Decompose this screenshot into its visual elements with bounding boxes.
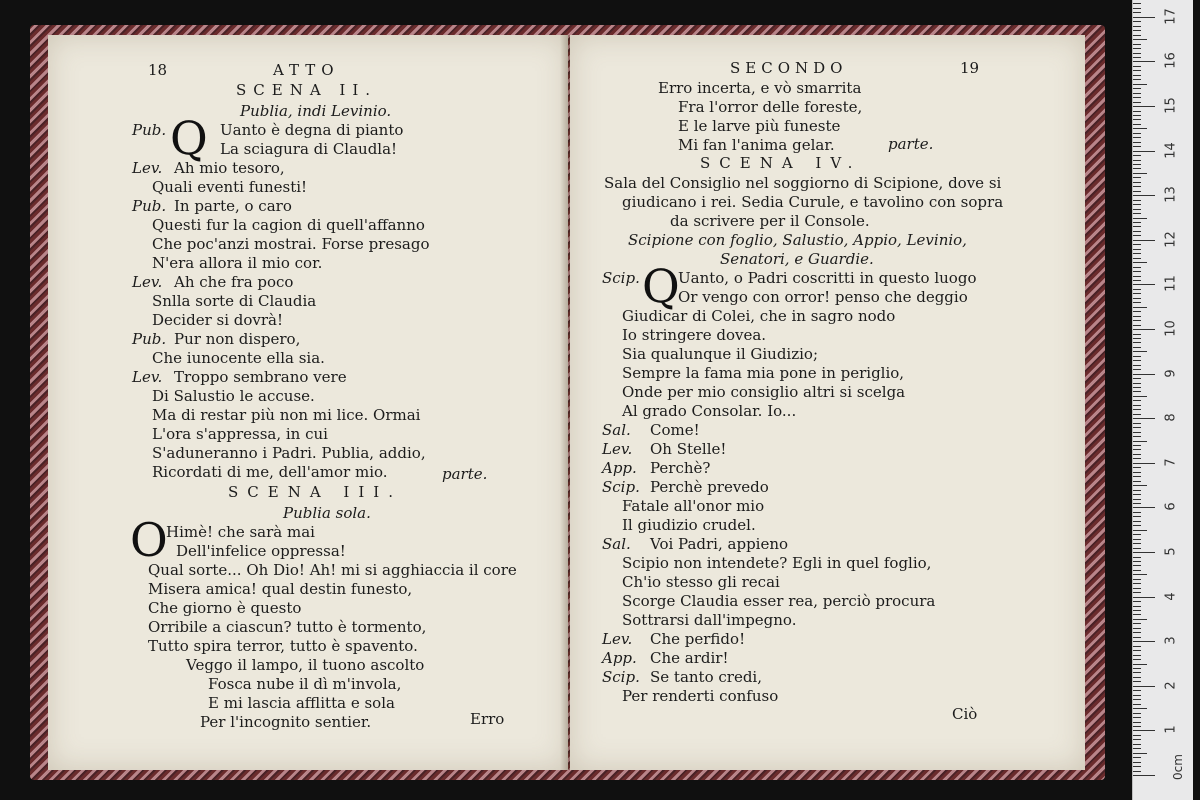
drop-cap-o: O bbox=[130, 513, 168, 567]
ruler-tick bbox=[1133, 552, 1155, 553]
ruler-tick bbox=[1133, 730, 1155, 731]
scene-title-4: SCENA IV. bbox=[700, 154, 862, 172]
speaker-label: App. bbox=[602, 649, 637, 667]
ruler-tick bbox=[1133, 454, 1141, 455]
ruler-tick bbox=[1133, 258, 1141, 259]
ruler-tick bbox=[1133, 235, 1141, 236]
ruler-tick bbox=[1133, 557, 1141, 558]
ruler-tick bbox=[1133, 632, 1141, 633]
exit-direction-1: parte. bbox=[442, 465, 488, 483]
lyric-line: Dell'infelice oppressa! bbox=[176, 542, 346, 560]
dialogue-line: Decider si dovrà! bbox=[152, 311, 284, 329]
ruler-tick bbox=[1133, 164, 1141, 165]
ruler-tick bbox=[1133, 66, 1141, 67]
ruler-tick bbox=[1133, 503, 1141, 504]
ruler-tick bbox=[1133, 766, 1141, 767]
dialogue-line: Che poc'anzi mostrai. Forse presago bbox=[152, 235, 430, 253]
ruler-tick bbox=[1133, 726, 1141, 727]
ruler-tick bbox=[1133, 311, 1141, 312]
ruler-tick bbox=[1133, 695, 1141, 696]
ruler-tick bbox=[1133, 387, 1141, 388]
speaker-label: Scip. bbox=[602, 478, 640, 496]
speaker-label: Pub. bbox=[132, 197, 167, 215]
speaker-label: Lev. bbox=[602, 630, 633, 648]
setting-line: giudicano i rei. Sedia Curule, e tavolino con sopra bbox=[622, 193, 1004, 211]
persons-line: Scipione con foglio, Salustio, Appio, Levinio, bbox=[628, 231, 967, 249]
ruler-tick bbox=[1133, 583, 1141, 584]
dialogue-line: Ma di restar più non mi lice. Ormai bbox=[152, 406, 421, 424]
ruler-tick bbox=[1133, 102, 1141, 103]
ruler-tick bbox=[1133, 26, 1141, 27]
right-page bbox=[570, 35, 1085, 770]
dialogue-line: Sia qualunque il Giudizio; bbox=[622, 345, 819, 363]
ruler-tick bbox=[1133, 79, 1141, 80]
ruler-tick bbox=[1133, 21, 1141, 22]
left-page bbox=[48, 35, 568, 770]
ruler-tick bbox=[1133, 708, 1147, 709]
ruler-tick bbox=[1133, 119, 1141, 120]
ruler-tick bbox=[1133, 302, 1141, 303]
ruler-tick bbox=[1133, 106, 1155, 107]
ruler-tick bbox=[1133, 623, 1141, 624]
ruler-number: 9 bbox=[1163, 368, 1179, 378]
dialogue-line: Uanto è degna di pianto bbox=[220, 121, 404, 139]
dialogue-line: Ch'io stesso gli recai bbox=[622, 573, 780, 591]
dialogue-line: Oh Stelle! bbox=[650, 440, 727, 458]
ruler-tick bbox=[1133, 383, 1141, 384]
ruler-tick bbox=[1133, 739, 1141, 740]
dialogue-line: Il giudizio crudel. bbox=[622, 516, 756, 534]
ruler-tick bbox=[1133, 57, 1141, 58]
ruler-tick bbox=[1133, 481, 1141, 482]
ruler-tick bbox=[1133, 436, 1141, 437]
ruler-number: 17 bbox=[1163, 8, 1179, 25]
ruler-tick bbox=[1133, 39, 1147, 40]
ruler-tick bbox=[1133, 441, 1147, 442]
ruler-tick bbox=[1133, 142, 1141, 143]
dialogue-line: Uanto, o Padri coscritti in questo luogo bbox=[678, 269, 977, 287]
ruler-tick bbox=[1133, 133, 1141, 134]
ruler-tick bbox=[1133, 499, 1141, 500]
ruler-tick bbox=[1133, 155, 1141, 156]
speaker-label: Pub. bbox=[132, 330, 167, 348]
ruler-tick bbox=[1133, 146, 1141, 147]
dialogue-line: Ricordati di me, dell'amor mio. bbox=[152, 463, 388, 481]
ruler-tick bbox=[1133, 75, 1141, 76]
ruler-number: 7 bbox=[1163, 458, 1179, 467]
ruler-tick bbox=[1133, 249, 1141, 250]
ruler-tick bbox=[1133, 391, 1141, 392]
scene-persons-2: Publia, indi Levinio. bbox=[240, 102, 392, 120]
ruler-tick bbox=[1133, 240, 1155, 241]
drop-cap-q: Q bbox=[170, 111, 208, 165]
persons-line: Senatori, e Guardie. bbox=[720, 250, 874, 268]
dialogue-line: Che iunocente ella sia. bbox=[152, 349, 325, 367]
ruler-tick bbox=[1133, 168, 1141, 169]
ruler-tick bbox=[1133, 467, 1141, 468]
dialogue-line: Perchè prevedo bbox=[650, 478, 769, 496]
ruler-tick bbox=[1133, 637, 1141, 638]
ruler-tick bbox=[1133, 293, 1141, 294]
scene-persons-3: Publia sola. bbox=[283, 504, 371, 522]
speaker-label: Lev. bbox=[132, 159, 163, 177]
catchword-left: Erro bbox=[470, 710, 505, 728]
ruler-tick bbox=[1133, 35, 1141, 36]
ruler-number: 3 bbox=[1163, 636, 1179, 645]
lyric-line: E mi lascia afflitta e sola bbox=[208, 694, 395, 712]
ruler-tick bbox=[1133, 704, 1141, 705]
dialogue-line: In parte, o caro bbox=[174, 197, 292, 215]
ruler-tick bbox=[1133, 543, 1141, 544]
page-number-right: 19 bbox=[960, 59, 980, 77]
lyric-line: Tutto spira terror, tutto è spavento. bbox=[148, 637, 418, 655]
ruler-tick bbox=[1133, 458, 1141, 459]
dialogue-line: Di Salustio le accuse. bbox=[152, 387, 315, 405]
ruler-tick bbox=[1133, 53, 1141, 54]
ruler-tick bbox=[1133, 298, 1141, 299]
ruler-tick bbox=[1133, 70, 1141, 71]
ruler-tick bbox=[1133, 753, 1147, 754]
ruler-tick bbox=[1133, 641, 1155, 642]
ruler-tick bbox=[1133, 218, 1147, 219]
setting-line: Sala del Consiglio nel soggiorno di Scipione, dove si bbox=[604, 174, 1002, 192]
ruler-tick bbox=[1133, 124, 1141, 125]
dialogue-line: L'ora s'appressa, in cui bbox=[152, 425, 328, 443]
lyric-line: Che giorno è questo bbox=[148, 599, 302, 617]
lyric-line: Orribile a ciascun? tutto è tormento, bbox=[148, 618, 427, 636]
dialogue-line: Io stringere dovea. bbox=[622, 326, 767, 344]
lyric-line: Qual sorte... Oh Dio! Ah! mi si agghiaccia il core bbox=[148, 561, 517, 579]
ruler-number: 15 bbox=[1163, 97, 1179, 114]
catchword-right: Ciò bbox=[952, 705, 978, 723]
ruler-tick bbox=[1133, 490, 1141, 491]
ruler-tick bbox=[1133, 414, 1141, 415]
ruler-tick bbox=[1133, 485, 1147, 486]
ruler-tick bbox=[1133, 151, 1155, 152]
ruler-number: 14 bbox=[1163, 141, 1179, 159]
aria-line: E le larve più funeste bbox=[678, 117, 841, 135]
ruler-tick bbox=[1133, 400, 1141, 401]
drop-cap-q-right: Q bbox=[642, 259, 680, 313]
ruler-tick bbox=[1133, 409, 1141, 410]
ruler-tick bbox=[1133, 97, 1141, 98]
ruler-tick bbox=[1133, 374, 1155, 375]
ruler-tick bbox=[1133, 396, 1147, 397]
setting-line: da scrivere per il Console. bbox=[670, 212, 870, 230]
ruler-number: 8 bbox=[1163, 413, 1179, 422]
ruler-tick bbox=[1133, 771, 1141, 772]
dialogue-line: S'aduneranno i Padri. Publia, addio, bbox=[152, 444, 426, 462]
ruler-tick bbox=[1133, 427, 1141, 428]
speaker-label: App. bbox=[602, 459, 637, 477]
ruler-tick bbox=[1133, 748, 1141, 749]
ruler-tick bbox=[1133, 347, 1141, 348]
ruler-tick bbox=[1133, 213, 1141, 214]
dialogue-line: Ah mio tesoro, bbox=[174, 159, 285, 177]
page-number-left: 18 bbox=[148, 61, 168, 79]
ruler-tick bbox=[1133, 378, 1141, 379]
ruler-tick bbox=[1133, 668, 1141, 669]
ruler-tick bbox=[1133, 525, 1141, 526]
dialogue-line: Pur non dispero, bbox=[174, 330, 301, 348]
exit-direction-right: parte. bbox=[888, 135, 934, 153]
ruler-tick bbox=[1133, 690, 1141, 691]
ruler-tick bbox=[1133, 646, 1141, 647]
ruler-tick bbox=[1133, 342, 1141, 343]
ruler-tick bbox=[1133, 579, 1141, 580]
ruler-tick bbox=[1133, 200, 1141, 201]
ruler-tick bbox=[1133, 271, 1141, 272]
speaker-label: Pub. bbox=[132, 121, 167, 139]
ruler-tick bbox=[1133, 445, 1141, 446]
ruler-tick bbox=[1133, 699, 1141, 700]
ruler-tick bbox=[1133, 48, 1141, 49]
ruler-number: 12 bbox=[1163, 231, 1179, 248]
ruler-tick bbox=[1133, 565, 1141, 566]
lyric-line: Himè! che sarà mai bbox=[166, 523, 315, 541]
dialogue-line: Sempre la fama mia pone in periglio, bbox=[622, 364, 905, 382]
ruler-tick bbox=[1133, 762, 1141, 763]
ruler-tick bbox=[1133, 44, 1141, 45]
dialogue-line: Perchè? bbox=[650, 459, 711, 477]
ruler-tick bbox=[1133, 494, 1141, 495]
dialogue-line: N'era allora il mio cor. bbox=[152, 254, 323, 272]
scene-title-2: SCENA II. bbox=[236, 81, 378, 99]
ruler-tick bbox=[1133, 351, 1147, 352]
ruler-tick bbox=[1133, 463, 1155, 464]
speaker-label: Sal. bbox=[602, 421, 631, 439]
ruler-tick bbox=[1133, 757, 1141, 758]
ruler-tick bbox=[1133, 111, 1141, 112]
ruler-tick bbox=[1133, 61, 1155, 62]
ruler-tick bbox=[1133, 516, 1141, 517]
ruler-tick bbox=[1133, 561, 1141, 562]
ruler-number: 11 bbox=[1163, 275, 1179, 293]
ruler-tick bbox=[1133, 548, 1141, 549]
ruler-number: 10 bbox=[1163, 320, 1179, 337]
lyric-line: Misera amica! qual destin funesto, bbox=[148, 580, 413, 598]
ruler-number: 6 bbox=[1163, 502, 1179, 512]
ruler-tick bbox=[1133, 30, 1141, 31]
dialogue-line: Come! bbox=[650, 421, 700, 439]
ruler-tick bbox=[1133, 244, 1141, 245]
ruler-tick bbox=[1133, 655, 1141, 656]
ruler-tick bbox=[1133, 307, 1147, 308]
ruler-tick bbox=[1133, 289, 1141, 290]
dialogue-line: Scipio non intendete? Egli in quel foglio, bbox=[622, 554, 932, 572]
ruler-tick bbox=[1133, 614, 1141, 615]
ruler-tick bbox=[1133, 204, 1141, 205]
ruler-tick bbox=[1133, 449, 1141, 450]
dialogue-line: La sciagura di Claudla! bbox=[220, 140, 398, 158]
ruler-tick bbox=[1133, 276, 1141, 277]
ruler-tick bbox=[1133, 588, 1141, 589]
ruler-tick bbox=[1133, 137, 1141, 138]
ruler-tick bbox=[1133, 530, 1147, 531]
aria-line: Mi fan l'anima gelar. bbox=[678, 136, 835, 154]
dialogue-line: Giudicar di Colei, che in sagro nodo bbox=[622, 307, 896, 325]
dialogue-line: Per renderti confuso bbox=[622, 687, 779, 705]
dialogue-line: Onde per mio consiglio altri si scelga bbox=[622, 383, 906, 401]
ruler-tick bbox=[1133, 360, 1141, 361]
dialogue-line: Troppo sembrano vere bbox=[174, 368, 347, 386]
ruler-tick bbox=[1133, 231, 1141, 232]
dialogue-line: Che perfido! bbox=[650, 630, 746, 648]
running-head-right: SECONDO bbox=[730, 59, 848, 77]
ruler-tick bbox=[1133, 423, 1141, 424]
dialogue-line: Scorge Claudia esser rea, perciò procura bbox=[622, 592, 936, 610]
ruler-tick bbox=[1133, 418, 1155, 419]
ruler-tick bbox=[1133, 186, 1141, 187]
ruler-tick bbox=[1133, 325, 1141, 326]
ruler-tick bbox=[1133, 713, 1141, 714]
running-head-left: ATTO bbox=[273, 61, 340, 79]
ruler-number: 16 bbox=[1163, 52, 1179, 70]
speaker-label: Sal. bbox=[602, 535, 631, 553]
ruler-tick bbox=[1133, 592, 1141, 593]
ruler-tick bbox=[1133, 512, 1141, 513]
ruler-tick bbox=[1133, 601, 1141, 602]
ruler-tick bbox=[1133, 329, 1155, 330]
ruler-tick bbox=[1133, 173, 1147, 174]
ruler-tick bbox=[1133, 320, 1141, 321]
dialogue-line: Fatale all'onor mio bbox=[622, 497, 765, 515]
ruler-tick bbox=[1133, 610, 1141, 611]
ruler-number: 4 bbox=[1163, 591, 1179, 601]
ruler-tick bbox=[1133, 195, 1155, 196]
ruler-number: 2 bbox=[1163, 681, 1179, 690]
ruler-tick bbox=[1133, 597, 1155, 598]
speaker-label: Scip. bbox=[602, 668, 640, 686]
ruler-tick bbox=[1133, 209, 1141, 210]
scene-title-3: SCENA III. bbox=[228, 483, 402, 501]
ruler-tick bbox=[1133, 735, 1141, 736]
ruler-unit-label: 0cm bbox=[1170, 754, 1185, 780]
ruler-tick bbox=[1133, 664, 1147, 665]
ruler-tick bbox=[1133, 476, 1141, 477]
measurement-ruler bbox=[1132, 0, 1193, 800]
lyric-line: Per l'incognito sentier. bbox=[200, 713, 372, 731]
speaker-label: Lev. bbox=[602, 440, 633, 458]
ruler-tick bbox=[1133, 12, 1141, 13]
ruler-number: 5 bbox=[1163, 547, 1179, 556]
ruler-tick bbox=[1133, 659, 1141, 660]
ruler-tick bbox=[1133, 717, 1141, 718]
ruler-tick bbox=[1133, 334, 1141, 335]
aria-line: Fra l'orror delle foreste, bbox=[678, 98, 863, 116]
ruler-tick bbox=[1133, 182, 1141, 183]
ruler-tick bbox=[1133, 722, 1141, 723]
dialogue-line: Sottrarsi dall'impegno. bbox=[622, 611, 797, 629]
ruler-tick bbox=[1133, 574, 1147, 575]
dialogue-line: Questi fur la cagion di quell'affanno bbox=[152, 216, 425, 234]
lyric-line: Fosca nube il dì m'invola, bbox=[208, 675, 402, 693]
ruler-tick bbox=[1133, 8, 1141, 9]
speaker-label: Scip. bbox=[602, 269, 640, 287]
ruler-tick bbox=[1133, 177, 1141, 178]
ruler-tick bbox=[1133, 507, 1155, 508]
dialogue-line: Al grado Consolar. Io... bbox=[622, 402, 797, 420]
ruler-tick bbox=[1133, 619, 1147, 620]
ruler-tick bbox=[1133, 267, 1141, 268]
ruler-tick bbox=[1133, 338, 1141, 339]
speaker-label: Lev. bbox=[132, 368, 163, 386]
dialogue-line: Or vengo con orror! penso che deggio bbox=[678, 288, 968, 306]
dialogue-line: Se tanto credi, bbox=[650, 668, 762, 686]
ruler-tick bbox=[1133, 628, 1141, 629]
ruler-tick bbox=[1133, 775, 1155, 776]
ruler-tick bbox=[1133, 744, 1141, 745]
ruler-tick bbox=[1133, 686, 1155, 687]
ruler-tick bbox=[1133, 222, 1141, 223]
ruler-tick bbox=[1133, 93, 1141, 94]
ruler-tick bbox=[1133, 316, 1141, 317]
ruler-tick bbox=[1133, 539, 1141, 540]
ruler-tick bbox=[1133, 606, 1141, 607]
ruler-tick bbox=[1133, 280, 1141, 281]
ruler-tick bbox=[1133, 84, 1147, 85]
ruler-number: 13 bbox=[1163, 186, 1179, 203]
ruler-tick bbox=[1133, 356, 1141, 357]
speaker-label: Lev. bbox=[132, 273, 163, 291]
ruler-tick bbox=[1133, 432, 1141, 433]
ruler-tick bbox=[1133, 191, 1141, 192]
ruler-tick bbox=[1133, 472, 1141, 473]
dialogue-line: Voi Padri, appieno bbox=[650, 535, 789, 553]
aria-line: Erro incerta, e vò smarrita bbox=[658, 79, 862, 97]
lyric-line: Veggo il lampo, il tuono ascolto bbox=[186, 656, 425, 674]
ruler-tick bbox=[1133, 262, 1147, 263]
ruler-tick bbox=[1133, 226, 1141, 227]
ruler-tick bbox=[1133, 369, 1141, 370]
dialogue-line: Quali eventi funesti! bbox=[152, 178, 308, 196]
dialogue-line: Snlla sorte di Claudia bbox=[152, 292, 317, 310]
ruler-tick bbox=[1133, 88, 1141, 89]
ruler-tick bbox=[1133, 681, 1141, 682]
ruler-tick bbox=[1133, 17, 1155, 18]
ruler-tick bbox=[1133, 3, 1141, 4]
ruler-tick bbox=[1133, 405, 1141, 406]
ruler-tick bbox=[1133, 570, 1141, 571]
dialogue-line: Che ardir! bbox=[650, 649, 729, 667]
dialogue-line: Ah che fra poco bbox=[174, 273, 294, 291]
ruler-tick bbox=[1133, 534, 1141, 535]
ruler-tick bbox=[1133, 672, 1141, 673]
ruler-tick bbox=[1133, 650, 1141, 651]
ruler-tick bbox=[1133, 284, 1155, 285]
ruler-tick bbox=[1133, 365, 1141, 366]
ruler-tick bbox=[1133, 160, 1141, 161]
ruler-tick bbox=[1133, 115, 1141, 116]
ruler-tick bbox=[1133, 128, 1147, 129]
ruler-number: 1 bbox=[1163, 725, 1179, 735]
ruler-tick bbox=[1133, 677, 1141, 678]
ruler-tick bbox=[1133, 521, 1141, 522]
ruler-tick bbox=[1133, 253, 1141, 254]
